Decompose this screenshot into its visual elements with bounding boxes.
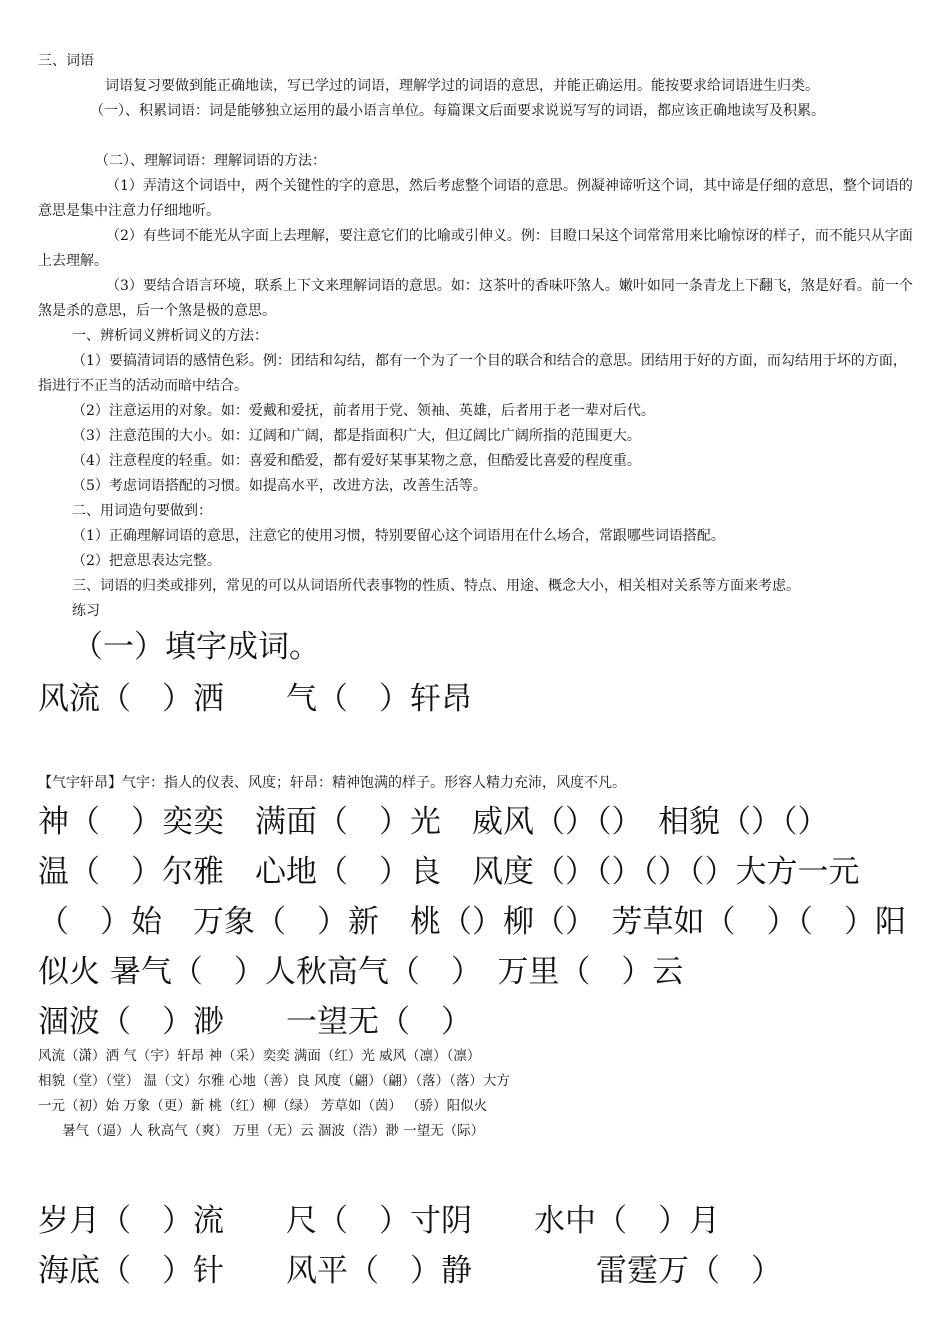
intro-line-10: （3）注意范围的大小。如：辽阔和广阔，都是指面积广大，但辽阔比广阔所指的范围更大。 [72, 428, 641, 444]
fill-row-1: 风流（ ）洒 气（ ）轩昂 [38, 681, 472, 717]
intro-line-12: （5）考虑词语搭配的习惯。如提高水平，改进方法，改善生活等。 [72, 478, 487, 494]
fill-row-8: 海底（ ）针 风平（ ）静 雷霆万（ ） [38, 1253, 782, 1289]
fill-row-3: 温（ ）尔雅 心地（ ）良 风度（）（）（）（）大方一元 [38, 854, 860, 890]
intro-line-7: 一、辨析词义辨析词义的方法： [72, 328, 268, 344]
intro-line-13: 二、用词造句要做到： [72, 503, 212, 519]
intro-line-9: （2）注意运用的对象。如：爱戴和爱抚，前者用于党、领袖、英雄，后者用于老一辈对后代。 [72, 403, 655, 419]
idiom-note: 【气宇轩昂】气宇：指人的仪表、风度；轩昂：精神饱满的样子。形容人精力充沛，风度不凡。 [38, 775, 626, 791]
intro-paragraph-2: （一）、积累词语：词是能够独立运用的最小语言单位。每篇课文后面要求说说写写的词语，都应该正确地读写及积累。 [90, 103, 825, 119]
fill-row-4: （ ）始 万象（ ）新 桃（）柳（） 芳草如（ ）（ ）阳 [38, 904, 906, 940]
intro-paragraph-3: （二）、理解词语：理解词语的方法： [95, 153, 326, 169]
intro-paragraph-5: （2）有些词不能光从字面上去理解，要注意它们的比喻或引伸义。例：目瞪口呆这个词常常用来比喻惊讶的样子，而不能只从字面上去理解。 [38, 228, 913, 269]
answer-line-4: 暑气（逼）人 秋高气（爽） 万里（无）云 涸波（浩）渺 一望无（际） [62, 1123, 485, 1139]
intro-line-11: （4）注意程度的轻重。如：喜爱和酷爱，都有爱好某事某物之意，但酷爱比喜爱的程度重。 [72, 453, 641, 469]
intro-line-17: 练习 [72, 603, 100, 619]
answer-line-1: 风流（潇）洒 气（宇）轩昂 神（采）奕奕 满面（红）光 威风（凛）（凛） [38, 1048, 481, 1064]
intro-paragraph-6: （3）要结合语言环境，联系上下文来理解词语的意思。如：这茶叶的香味吓煞人。嫩叶如同一条青龙上下翻飞，煞是好看。前一个煞是杀的意思，后一个煞是极的意思。 [38, 278, 913, 319]
fill-row-5: 似火 暑气（ ）人秋高气（ ） 万里（ ）云 [38, 954, 684, 990]
intro-paragraph-8: （1）要搞清词语的感情色彩。例：团结和勾结，都有一个为了一个目的联合和结合的意思。团结用于好的方面，而勾结用于坏的方面，指进行不正当的活动而暗中结合。 [38, 353, 907, 394]
intro-line-14: （1）正确理解词语的意思，注意它的使用习惯，特别要留心这个词语用在什么场合，常跟哪些词语搭配。 [72, 528, 725, 544]
fill-row-7: 岁月（ ）流 尺（ ）寸阴 水中（ ）月 [38, 1203, 720, 1239]
exercise-section-title: （一）填字成词。 [72, 629, 320, 665]
intro-line-16: 三、词语的归类或排列，常见的可以从词语所代表事物的性质、特点、用途、概念大小，相关相对关系等方面来考虑。 [72, 578, 800, 594]
intro-line-15: （2）把意思表达完整。 [72, 553, 221, 569]
intro-paragraph-1: 词语复习要做到能正确地读，写已学过的词语，理解学过的词语的意思，并能正确运用。能按要求给词语进生归类。 [105, 78, 819, 94]
fill-row-6: 涸波（ ）渺 一望无（ ） [38, 1004, 472, 1040]
heading-words: 三、词语 [38, 53, 94, 69]
fill-row-2: 神（ ）奕奕 满面（ ）光 威风（）（） 相貌（）（） [38, 804, 829, 840]
answer-line-2: 相貌（堂）（堂） 温（文）尔雅 心地（善）良 风度（翩）（翩）（落）（落）大方 [38, 1073, 510, 1089]
answer-line-3: 一元（初）始 万象（更）新 桃（红）柳（绿） 芳草如（茵） （骄）阳似火 [38, 1098, 488, 1114]
intro-paragraph-4: （1）弄清这个词语中，两个关键性的字的意思，然后考虑整个词语的意思。例凝神谛听这个词，其中谛是仔细的意思，整个词语的意思是集中注意力仔细地听。 [38, 178, 913, 219]
